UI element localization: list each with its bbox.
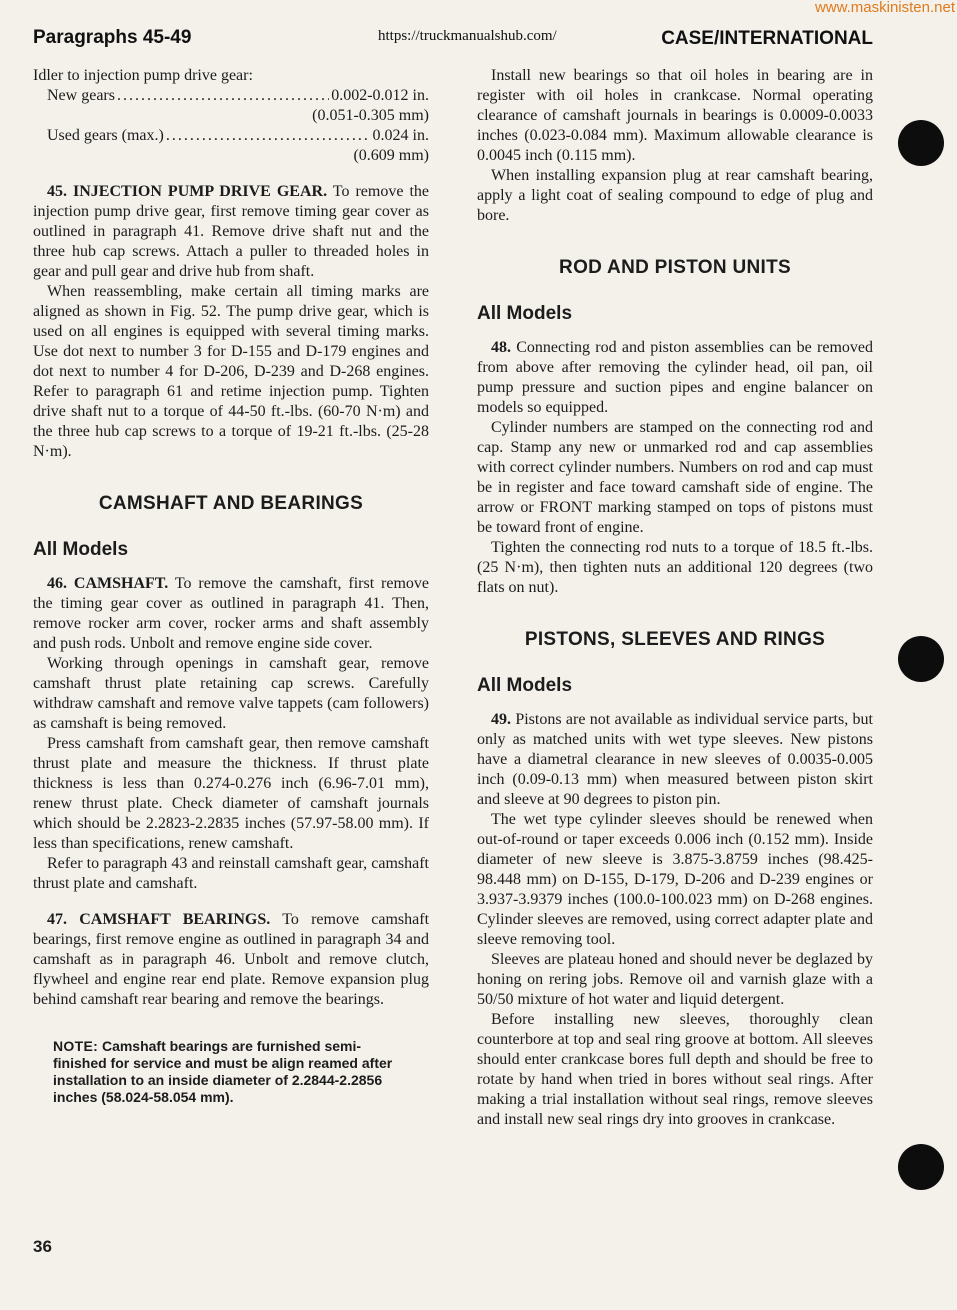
paragraph-46-continued-3: Refer to paragraph 43 and reinstall camshaft gear, camshaft thrust plate and camshaft. <box>33 855 429 892</box>
paragraph-49 <box>477 710 873 810</box>
paragraph-number: 47. <box>47 911 67 928</box>
paragraph-46-continued-2: Press camshaft from camshaft gear, then remove camshaft thrust plate and measure the thickness. If thrust plate thickness is less than 0.274-0.276 inch (6.96-7.01 mm), renew thrust plate. Check diameter of camshaft journals which should be 2.2823-2.2835 inches (57.97-58.00 mm). If less than specifications, renew camshaft. <box>33 735 429 852</box>
spec-used-inch: 0.024 in. <box>372 127 429 144</box>
paragraph-48 <box>477 338 873 418</box>
paragraph-text: Connecting rod and piston assemblies can be removed from above after removing the cylinder head, oil pan, oil pump pressure and suction pipes and engine balancer on models so equipped. <box>477 339 873 416</box>
paragraph-title: CAMSHAFT. <box>73 575 169 592</box>
paragraph-number: 45. <box>47 183 67 200</box>
paragraph-48-continued-1: Cylinder numbers are stamped on the connecting rod and cap. Stamp any new or unmarked rod and cap assemblies with correct cylinder numbers. Numbers on rod and cap must be in register and face toward camshaft side of engine. The arrow or FRONT marking stamped on tops of pistons must be toward front of engine. <box>477 419 873 536</box>
paragraph-46-continued-1: Working through openings in camshaft gear, remove camshaft thrust plate retaining cap screws. Carefully withdraw camshaft and remove valve tappets (cam followers) as camshaft is being removed. <box>33 655 429 732</box>
paragraph-text: Pistons are not available as individual service parts, but only as matched units with wet type sleeves. New pistons have a diametral clearance in new sleeves of 0.0035-0.005 inch (0.09-0.13 mm) when measured between piston skirt and sleeve at 90 degrees to piston pin. <box>477 711 873 808</box>
paragraph-45-continued: When reassembling, make certain all timing marks are aligned as shown in Fig. 52. The pump drive gear, which is used on all engines is equipped with several timing marks. Use dot next to number 3 for D-155 and D-179 engines and dot next to number 4 for D-206, D-239 and D-268 engines. Refer to paragraph 61 and retime injection pump. Tighten drive shaft nut to a torque of 44-50 ft.-lbs. (60-70 N·m) and the three hub cap screws to a torque of 19-21 ft.-lbs. (25-28 N·m). <box>33 283 429 460</box>
spec-used-gears <box>33 126 429 146</box>
spec-used-mm: (0.609 mm) <box>353 147 429 164</box>
section-title-pistons-sleeves-rings: PISTONS, SLEEVES AND RINGS <box>524 629 826 650</box>
watermark: www.maskinisten.net <box>814 0 955 16</box>
left-column <box>33 66 429 1106</box>
running-header-manufacturer: CASE/INTERNATIONAL <box>661 28 873 49</box>
section-title-rod-piston: ROD AND PISTON UNITS <box>559 257 791 278</box>
paragraph-48-continued-2: Tighten the connecting rod nuts to a torque of 18.5 ft.-lbs. (25 N·m), then tighten nuts an additional 120 degrees (two flats on nut). <box>477 539 873 596</box>
spec-new-inch: 0.002-0.012 in. <box>331 87 429 104</box>
paragraph-45 <box>33 182 429 282</box>
binder-punch-hole-middle <box>898 636 944 682</box>
spec-title: Idler to injection pump drive gear: <box>33 67 253 84</box>
spec-new-mm: (0.051-0.305 mm) <box>312 107 429 124</box>
spec-new-label: New gears <box>47 87 115 104</box>
spec-used-label: Used gears (max.) <box>47 127 164 144</box>
paragraph-title: INJECTION PUMP DRIVE GEAR. <box>73 183 328 200</box>
paragraph-text: To remove the camshaft, first remove the timing gear cover as outlined in paragraph 41. Then, remove rocker arm cover, rocker arms and shaft assembly and push rods. Unbolt and remove engine side cover. <box>33 575 429 652</box>
paragraph-number: 48. <box>491 339 511 356</box>
subsection-all-models: All Models <box>477 303 573 324</box>
leader-dots <box>166 126 371 146</box>
paragraph-text: To remove the injection pump drive gear, first remove timing gear cover as outlined in paragraph 41. Remove drive shaft nut and the three hub cap screws. Attach a puller to threaded holes in gear and pull gear and drive hub from shaft. <box>33 183 430 280</box>
paragraph-47-continued-1: Install new bearings so that oil holes in bearing are in register with oil holes in crankcase. Normal operating clearance of camshaft journals in bearings is 0.0009-0.0033 inches (0.023-0.084 mm). Maximum allowable clearance is 0.0045 inch (0.115 mm). <box>477 67 873 164</box>
right-column <box>477 66 873 1130</box>
binder-punch-hole-top <box>898 120 944 166</box>
leader-dots <box>117 86 329 106</box>
paragraph-46 <box>33 574 429 654</box>
paragraph-title: CAMSHAFT BEARINGS. <box>79 911 271 928</box>
section-title-camshaft: CAMSHAFT AND BEARINGS <box>98 493 364 514</box>
binder-punch-hole-bottom <box>898 1144 944 1190</box>
spec-block <box>33 66 429 166</box>
header-url[interactable]: https://truckmanualshub.com/ <box>378 28 557 44</box>
paragraph-49-continued-1: The wet type cylinder sleeves should be renewed when out-of-round or taper exceeds 0.006 inch (0.152 mm). Inside diameter of new sleeve is 3.875-3.8759 inches (98.425-98.448 mm) on D-155, D-179, D-206 and D-239 engines or 3.937-3.9379 inches (100.0-100.023 mm) on D-268 engines. Cylinder sleeves are removed, using correct adapter plate and sleeve removing tool. <box>477 811 873 948</box>
paragraph-text: To remove camshaft bearings, first remove engine as outlined in paragraph 34 and camshaft as in paragraph 46. Unbolt and remove clutch, flywheel and engine rear end plate. Remove expansion plug behind camshaft rear bearing and remove the bearings. <box>33 911 430 1008</box>
note-label: NOTE: <box>53 1038 99 1054</box>
paragraph-number: 46. <box>47 575 67 592</box>
paragraph-49-continued-3: Before installing new sleeves, thoroughly clean counterbore at top and seal ring groove at bottom. All sleeves should enter crankcase bores full depth and should be free to rotate by hand when tried in bores without seal rings. After making a trial installation without seal rings, remove sleeves and install new seal rings dry into grooves in crankcase. <box>477 1011 873 1128</box>
page-number: 36 <box>33 1237 52 1256</box>
paragraph-number: 49. <box>491 711 511 728</box>
paragraph-49-continued-2: Sleeves are plateau honed and should never be deglazed by honing on rering jobs. Remove oil and varnish glaze with a 50/50 mixture of hot water and liquid detergent. <box>477 951 873 1008</box>
running-header-paragraphs: Paragraphs 45-49 <box>33 27 192 48</box>
spec-new-gears <box>33 86 429 106</box>
paragraph-47 <box>33 910 429 1010</box>
paragraph-47-continued-2: When installing expansion plug at rear camshaft bearing, apply a light coat of sealing compound to edge of plug and bore. <box>477 167 873 224</box>
note-text: Camshaft bearings are furnished semi-finished for service and must be align reamed after installation to an inside diameter of 2.2844-2.2856 inches (58.024-58.054 mm). <box>53 1038 393 1105</box>
subsection-all-models: All Models <box>477 675 573 696</box>
note-box <box>53 1038 409 1106</box>
subsection-all-models: All Models <box>33 539 129 560</box>
